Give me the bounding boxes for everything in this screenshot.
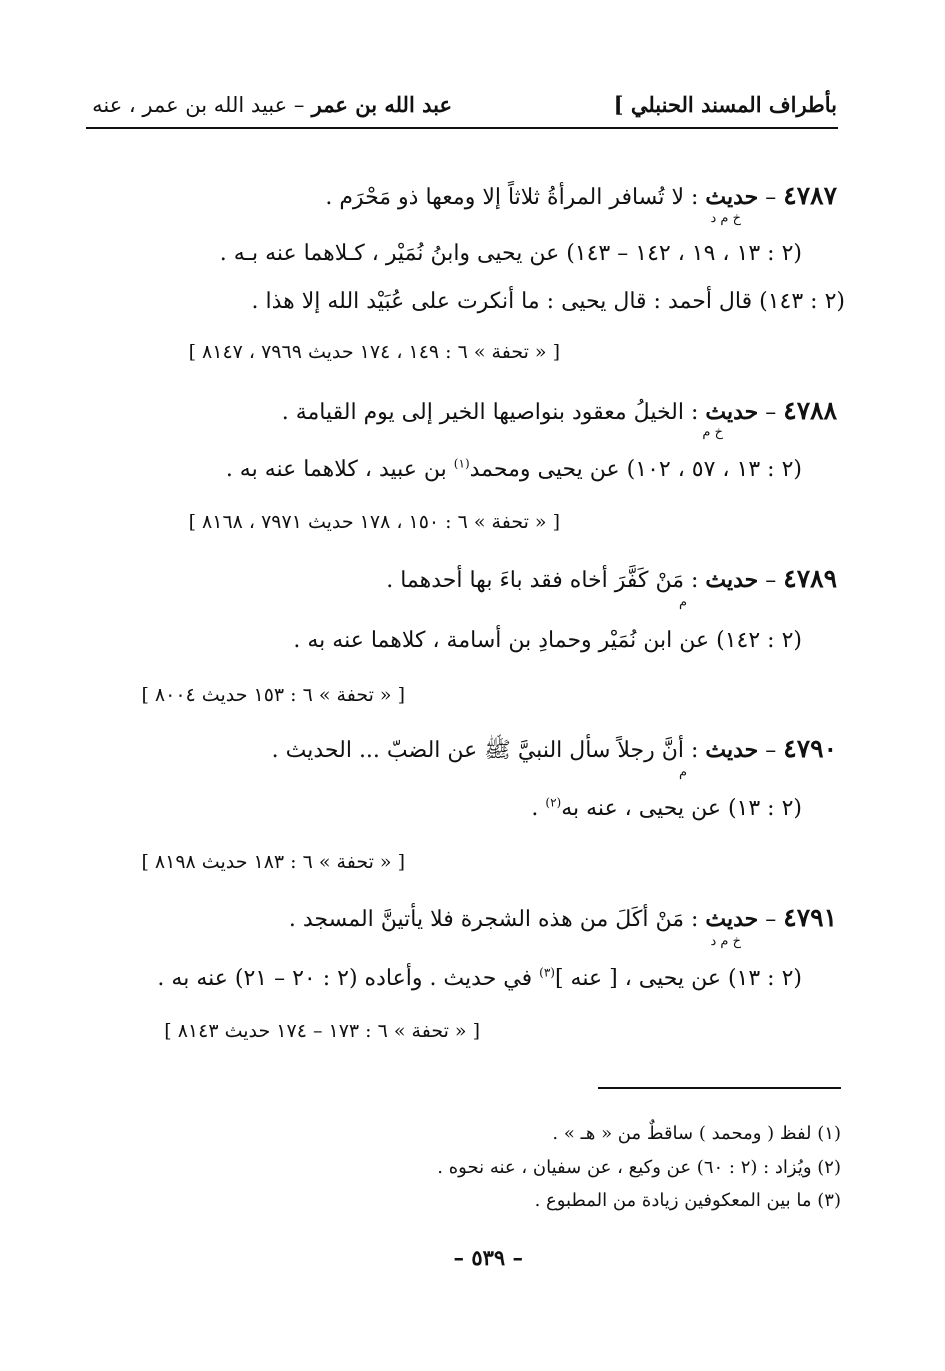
tuhfa-reference: [ « تحفة » ٦ : ١٤٩ ، ١٧٤ حديث ٧٩٦٩ ، ٨١٤٧ ] xyxy=(188,341,560,363)
isnad-line: (٢ : ١٣ ، ١٩ ، ١٤٢ – ١٤٣) عن يحيى وابنُ نُمَيْر ، كـلاهما عنه بـه . xyxy=(219,241,802,266)
hadith-number: ٤٧٩١ xyxy=(783,903,837,932)
tuhfa-reference: [ « تحفة » ٦ : ١٧٣ – ١٧٤ حديث ٨١٤٣ ] xyxy=(164,1020,480,1042)
isnad-line xyxy=(157,965,802,993)
isnad-line xyxy=(531,795,802,823)
isnad-line: (٢ : ١٤٣) قال أحمد : قال يحيى : ما أنكرت على عُبَيْد الله إلا هذا . xyxy=(251,289,845,314)
hadith-keyword: حديث xyxy=(705,567,759,593)
footnote-1: (١) لفظ ( ومحمد ) ساقطٌ من « هـ » . xyxy=(552,1123,841,1144)
sigla: م xyxy=(678,765,687,780)
tuhfa-reference: [ « تحفة » ٦ : ١٨٣ حديث ٨١٩٨ ] xyxy=(141,851,405,873)
sigla: خ م د xyxy=(710,934,741,949)
header-rule xyxy=(86,127,838,129)
hadith-entry-4787 xyxy=(325,180,837,212)
isnad-text: . xyxy=(531,796,546,821)
footnote-2: (٢) ويُزاد : (٢ : ٦٠) عن وكيع ، عن سفيان ، عنه نحوه . xyxy=(437,1157,841,1178)
isnad-text: (٢ : ١٣ ، ٥٧ ، ١٠٢) عن يحيى ومحمد xyxy=(469,457,802,482)
header-book-title: بأطراف المسند الحنبلي ] xyxy=(613,92,837,117)
footnote-3: (٣) ما بين المعكوفين زيادة من المطبوع . xyxy=(534,1190,841,1211)
isnad-text: بن عبيد ، كلاهما عنه به . xyxy=(225,457,454,482)
isnad-text: (٢ : ١٣) عن يحيى ، عنه به xyxy=(561,796,802,821)
isnad-text: في حديث . وأعاده (٢ : ٢٠ – ٢١) عنه به . xyxy=(157,966,540,991)
hadith-keyword: حديث xyxy=(705,184,759,210)
entry-dash: – xyxy=(765,185,777,210)
isnad-text: (٢ : ١٣) عن يحيى ، [ عنه ] xyxy=(554,966,802,991)
hadith-entry-4790 xyxy=(272,733,837,765)
hadith-entry-4791 xyxy=(289,902,837,934)
entry-dash: – xyxy=(765,400,777,425)
header-chapter-main: عبد الله بن عمر xyxy=(311,92,452,117)
hadith-entry-4788 xyxy=(282,395,837,427)
hadith-keyword: حديث xyxy=(705,906,759,932)
hadith-text: : مَنْ أكَلَ من هذه الشجرة فلا يأتينَّ المسجد . xyxy=(288,907,699,932)
footnote-marker: (٢) xyxy=(545,795,562,810)
footnote-marker: (٣) xyxy=(539,965,555,980)
hadith-number: ٤٧٨٩ xyxy=(783,564,837,593)
header-chapter xyxy=(92,92,452,118)
tuhfa-reference: [ « تحفة » ٦ : ١٥٣ حديث ٨٠٠٤ ] xyxy=(141,684,405,706)
hadith-number: ٤٧٩٠ xyxy=(783,734,837,763)
footnote-marker: (١) xyxy=(453,456,470,471)
hadith-text: : لا تُسافر المرأةُ ثلاثاً إلا ومعها ذو مَحْرَم . xyxy=(325,185,699,210)
entry-dash: – xyxy=(765,568,777,593)
hadith-number: ٤٧٨٧ xyxy=(783,181,837,210)
hadith-keyword: حديث xyxy=(705,737,759,763)
sigla: خ م د xyxy=(710,211,741,226)
hadith-keyword: حديث xyxy=(705,399,759,425)
isnad-line xyxy=(226,456,802,484)
hadith-number: ٤٧٨٨ xyxy=(783,396,837,425)
sigla: خ م xyxy=(702,425,723,440)
hadith-text: : أنَّ رجلاً سأل النبيَّ ﷺ عن الضبّ ... الحديث . xyxy=(271,738,699,763)
page-number: – ٥٣٩ – xyxy=(453,1245,523,1270)
header-chapter-sub: – عبيد الله بن عمر ، عنه xyxy=(92,93,305,117)
tuhfa-reference: [ « تحفة » ٦ : ١٥٠ ، ١٧٨ حديث ٧٩٧١ ، ٨١٦٨ ] xyxy=(188,511,560,533)
sigla: م xyxy=(678,595,687,610)
footnote-rule xyxy=(598,1087,841,1089)
hadith-text: : مَنْ كَفَّرَ أخاه فقد باءَ بها أحدهما . xyxy=(386,568,699,593)
hadith-entry-4789 xyxy=(386,563,837,595)
hadith-text: : الخيلُ معقود بنواصيها الخير إلى يوم القيامة . xyxy=(281,400,699,425)
entry-dash: – xyxy=(765,738,777,763)
entry-dash: – xyxy=(765,907,777,932)
isnad-line: (٢ : ١٤٢) عن ابن نُمَيْر وحمادِ بن أسامة ، كلاهما عنه به . xyxy=(293,628,802,653)
